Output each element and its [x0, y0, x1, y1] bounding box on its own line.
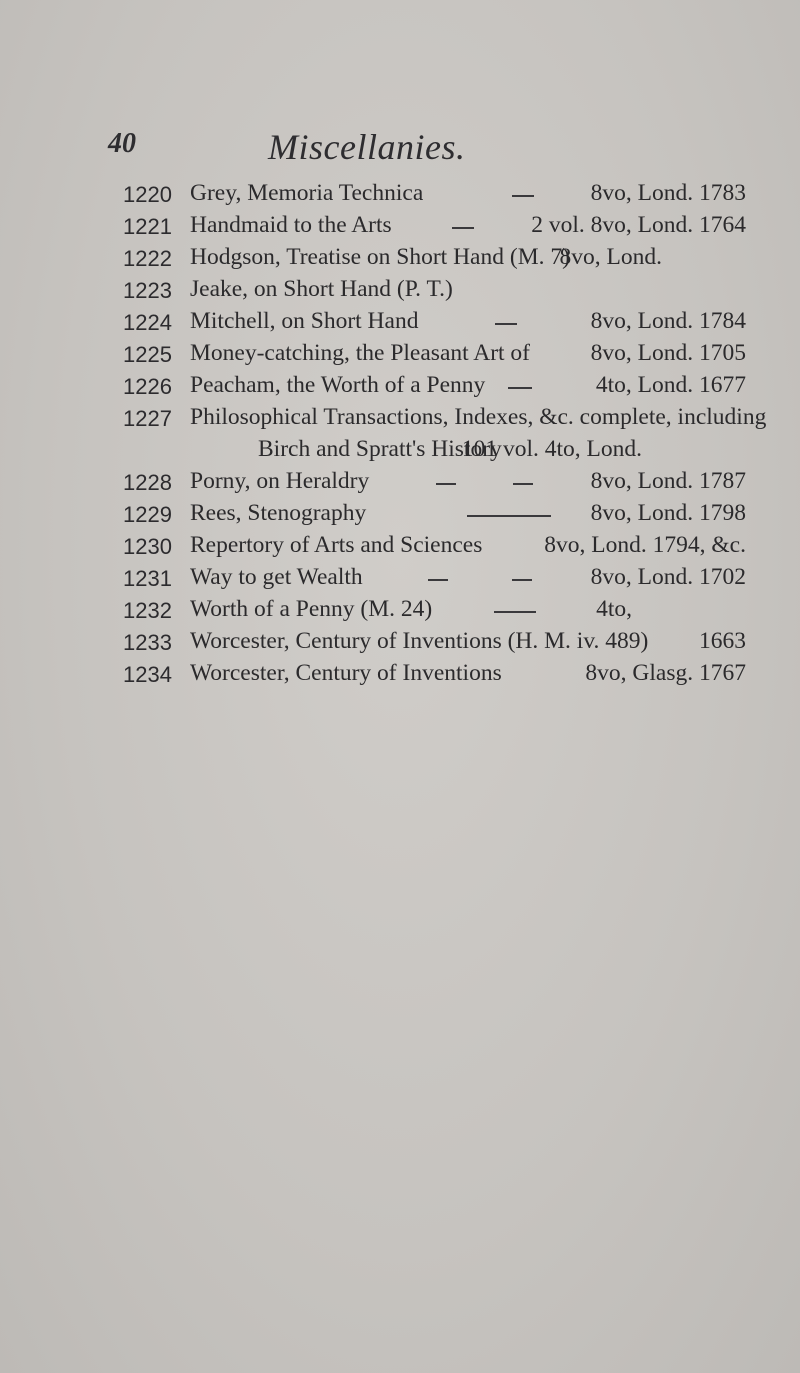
- ditto-dash: [452, 227, 474, 229]
- lot-number: 1223: [123, 278, 172, 303]
- running-head: Miscellanies.: [268, 127, 466, 167]
- ditto-dash: [512, 195, 534, 197]
- lot-number: 1229: [123, 502, 172, 527]
- lot-number: 1226: [123, 374, 172, 399]
- page-number: 40: [108, 128, 136, 159]
- ditto-dash: [508, 387, 532, 389]
- entry-title: Handmaid to the Arts: [190, 212, 392, 238]
- entry-title: Porny, on Heraldry: [190, 468, 370, 494]
- list-item: [0, 276, 800, 306]
- entry-imprint: 101 vol. 4to, Lond.: [461, 436, 642, 462]
- lot-number: 1233: [123, 630, 172, 655]
- entry-imprint: 1663: [699, 628, 746, 654]
- entry-title: Money-catching, the Pleasant Art of: [190, 340, 531, 366]
- list-item: [0, 372, 800, 402]
- lot-number: 1224: [123, 310, 172, 335]
- list-item: [0, 468, 800, 498]
- entry-title: Hodgson, Treatise on Short Hand (M. 7): [190, 244, 570, 270]
- entry-imprint: 8vo, Lond. 1784: [590, 308, 746, 334]
- entry-title: Way to get Wealth: [190, 564, 363, 590]
- entry-title: Repertory of Arts and Sciences: [190, 532, 483, 558]
- lot-number: 1230: [123, 534, 172, 559]
- ditto-dash: [513, 483, 533, 485]
- ditto-dash: [436, 483, 456, 485]
- entry-title: Mitchell, on Short Hand: [190, 308, 419, 334]
- list-item: [0, 244, 800, 274]
- lot-number: 1231: [123, 566, 172, 591]
- list-item: [0, 212, 800, 242]
- lot-number: 1228: [123, 470, 172, 495]
- entry-imprint: 8vo, Glasg. 1767: [585, 660, 746, 686]
- lot-number: 1232: [123, 598, 172, 623]
- list-item: [0, 564, 800, 594]
- entry-imprint: 4to,: [596, 596, 632, 622]
- lot-number: 1221: [123, 214, 172, 239]
- list-item: [0, 308, 800, 338]
- lot-number: 1220: [123, 182, 172, 207]
- entry-imprint: 8vo, Lond. 1702: [590, 564, 746, 590]
- entry-title: Rees, Stenography: [190, 500, 367, 526]
- entry-title: Peacham, the Worth of a Penny: [190, 372, 486, 398]
- entry-title: Worth of a Penny (M. 24): [190, 596, 433, 622]
- list-item: [0, 596, 800, 626]
- list-item: [0, 628, 800, 658]
- entry-imprint: 8vo, Lond. 1794, &c.: [544, 532, 746, 558]
- list-item: [0, 500, 800, 530]
- entry-title-continued: Birch and Spratt's History: [258, 436, 502, 462]
- page-header: [0, 128, 800, 172]
- list-item: [0, 532, 800, 562]
- entry-title: Grey, Memoria Technica: [190, 180, 424, 206]
- entry-imprint: 8vo, Lond. 1705: [590, 340, 746, 366]
- entry-imprint: 8vo, Lond. 1798: [590, 500, 746, 526]
- entry-title: Worcester, Century of Inventions: [190, 660, 502, 686]
- ditto-dash: [495, 323, 517, 325]
- ditto-dash: [467, 515, 551, 517]
- ditto-dash: [428, 579, 448, 581]
- entry-imprint: 8vo, Lond. 1787: [590, 468, 746, 494]
- lot-number: 1225: [123, 342, 172, 367]
- lot-number: 1234: [123, 662, 172, 687]
- list-item: [0, 660, 800, 690]
- lot-number: 1222: [123, 246, 172, 271]
- list-item: [0, 340, 800, 370]
- entry-title: Jeake, on Short Hand (P. T.): [190, 276, 453, 302]
- entry-imprint: 8vo, Lond.: [559, 244, 662, 270]
- lot-number: 1227: [123, 406, 172, 431]
- entry-imprint: 8vo, Lond. 1783: [590, 180, 746, 206]
- entry-title: Worcester, Century of Inventions (H. M. iv. 489): [190, 628, 649, 654]
- list-item: [0, 436, 800, 466]
- entry-imprint: 4to, Lond. 1677: [595, 372, 746, 398]
- list-item: [0, 180, 800, 210]
- entry-imprint: 2 vol. 8vo, Lond. 1764: [531, 212, 746, 238]
- ditto-dash: [512, 579, 532, 581]
- ditto-dash: [494, 611, 536, 613]
- entry-title: Philosophical Transactions, Indexes, &c. complete, including: [190, 404, 767, 430]
- list-item: [0, 404, 800, 434]
